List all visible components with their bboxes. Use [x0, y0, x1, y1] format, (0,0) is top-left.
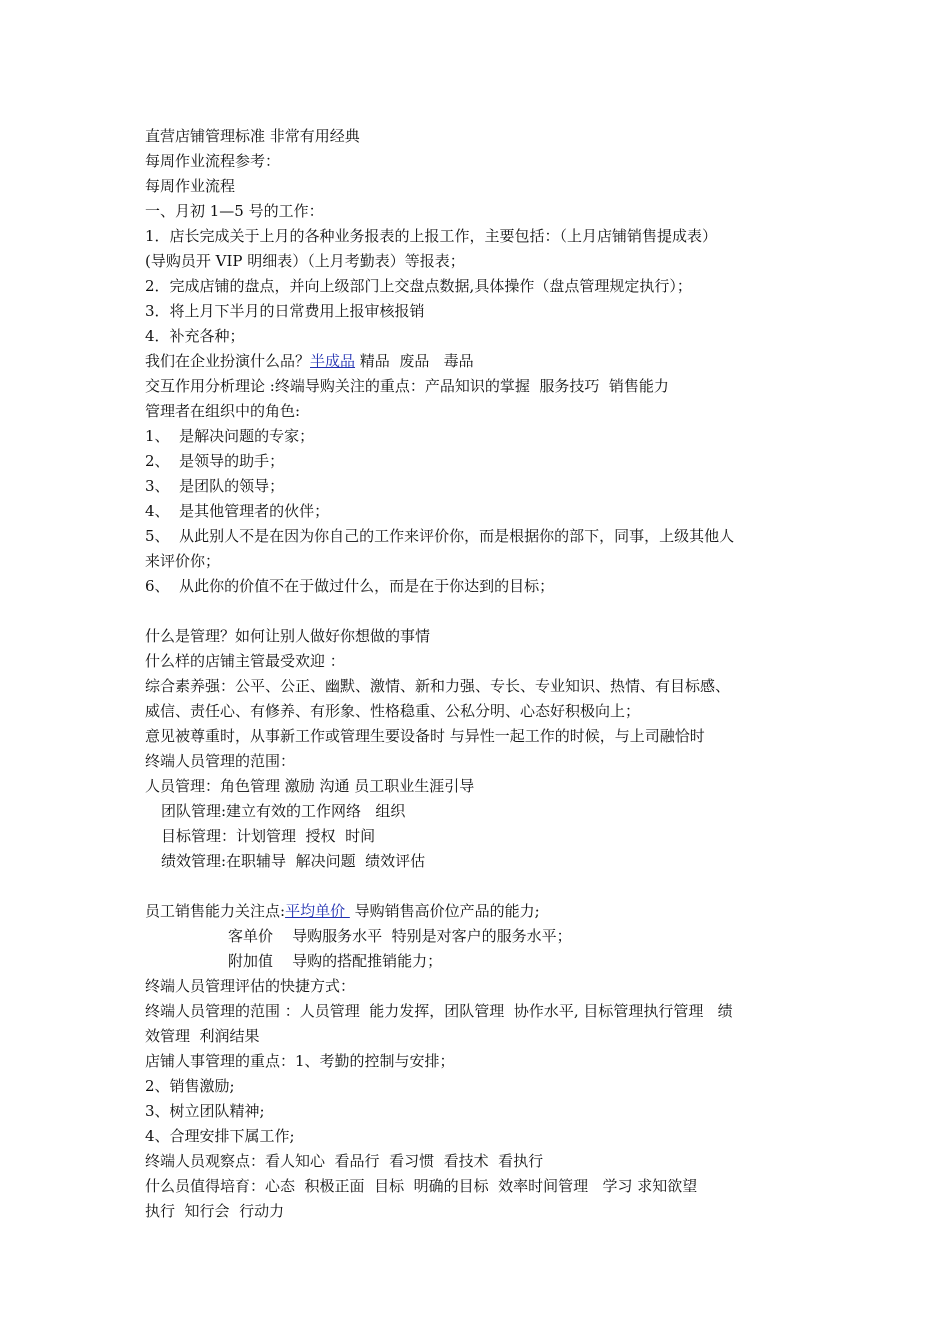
- list-item: 2、 是领导的助手；: [145, 452, 285, 470]
- text-line: (导购员开 VIP 明细表）（上月考勤表）等报表；: [145, 252, 465, 270]
- list-item: 2．完成店铺的盘点，并向上级部门上交盘点数据,具体操作（盘点管理规定执行）；: [145, 277, 692, 295]
- list-item: 4、 是其他管理者的伙伴；: [145, 502, 330, 520]
- text-line: [145, 349, 815, 374]
- list-item: 3、 是团队的领导；: [145, 477, 285, 495]
- text-line: 目标管理：计划管理 授权 时间: [161, 827, 376, 845]
- document-title: 直营店铺管理标准 非常有用经典: [145, 127, 360, 145]
- text-line: [145, 899, 815, 924]
- link-average-price[interactable]: 平均单价: [285, 902, 350, 920]
- text-line: 效管理 利润结果: [145, 1027, 260, 1045]
- text-line: 交互作用分析理论 :终端导购关注的重点：产品知识的掌握 服务技巧 销售能力: [145, 377, 669, 395]
- list-item: 4．补充各种；: [145, 327, 245, 345]
- list-item: 1．店长完成关于上月的各种业务报表的上报工作，主要包括：（上月店铺销售提成表）: [145, 227, 718, 245]
- blank-line: [145, 599, 815, 624]
- text-line: 绩效管理:在职辅导 解决问题 绩效评估: [161, 852, 426, 870]
- text-line: 终端人员管理的范围 ：人员管理 能力发挥，团队管理 协作水平, 目标管理执行管理 绩: [145, 1002, 733, 1020]
- text-line: 意见被尊重时，从事新工作或管理生要设备时 与异性一起工作的时候，与上司融恰时: [145, 727, 705, 745]
- text-line: 来评价你；: [145, 552, 221, 570]
- text-line: 终端人员管理的范围：: [145, 752, 296, 770]
- list-item: 6、 从此你的价值不在于做过什么，而是在于你达到的目标；: [145, 577, 555, 595]
- text-line: 终端人员管理评估的快捷方式：: [145, 977, 356, 995]
- list-item: 2、销售激励;: [145, 1077, 235, 1095]
- list-item: 5、 从此别人不是在因为你自己的工作来评价你，而是根据你的部下，同事，上级其他人: [145, 527, 735, 545]
- text-line: 团队管理:建立有效的工作网络 组织: [161, 802, 406, 820]
- list-item: 3、树立团队精神;: [145, 1102, 265, 1120]
- text-fragment: 导购销售高价位产品的能力;: [349, 902, 540, 920]
- text-line: 每周作业流程参考：: [145, 152, 281, 170]
- text-fragment: 精品 废品 毒品: [355, 352, 474, 370]
- text-line: 什么是管理？如何让别人做好你想做的事情: [145, 627, 431, 645]
- document-body: [145, 124, 815, 1224]
- text-line: 附加值 导购的搭配推销能力；: [228, 952, 443, 970]
- list-item: 4、合理安排下属工作;: [145, 1127, 295, 1145]
- text-line: 综合素养强：公平、公正、幽默、激情、新和力强、专长、专业知识、热情、有目标感、: [145, 677, 731, 695]
- text-line: 客单价 导购服务水平 特别是对客户的服务水平；: [228, 927, 572, 945]
- text-line: 店铺人事管理的重点：1、考勤的控制与安排；: [145, 1052, 455, 1070]
- text-fragment: 我们在企业扮演什么品？: [145, 352, 311, 370]
- text-line: 什么样的店铺主管最受欢迎 ：: [145, 652, 345, 670]
- text-line: 什么员值得培育：心态 积极正面 目标 明确的目标 效率时间管理 学习 求知欲望: [145, 1177, 698, 1195]
- link-half-finished[interactable]: 半成品: [310, 352, 356, 370]
- text-line: 每周作业流程: [145, 177, 236, 195]
- text-line: 人员管理：角色管理 激励 沟通 员工职业生涯引导: [145, 777, 475, 795]
- text-fragment: 员工销售能力关注点:: [145, 902, 286, 920]
- text-line: 管理者在组织中的角色:: [145, 402, 301, 420]
- list-item: 3．将上月下半月的日常费用上报审核报销: [145, 302, 425, 320]
- blank-line: [145, 874, 815, 899]
- list-item: 1、 是解决问题的专家；: [145, 427, 315, 445]
- text-line: 终端人员观察点：看人知心 看品行 看习惯 看技术 看执行: [145, 1152, 544, 1170]
- text-line: 威信、责任心、有修养、有形象、性格稳重、公私分明、心态好积极向上；: [145, 702, 641, 720]
- section-heading: 一、月初 1—5 号的工作：: [145, 202, 324, 220]
- text-line: 执行 知行会 行动力: [145, 1202, 285, 1220]
